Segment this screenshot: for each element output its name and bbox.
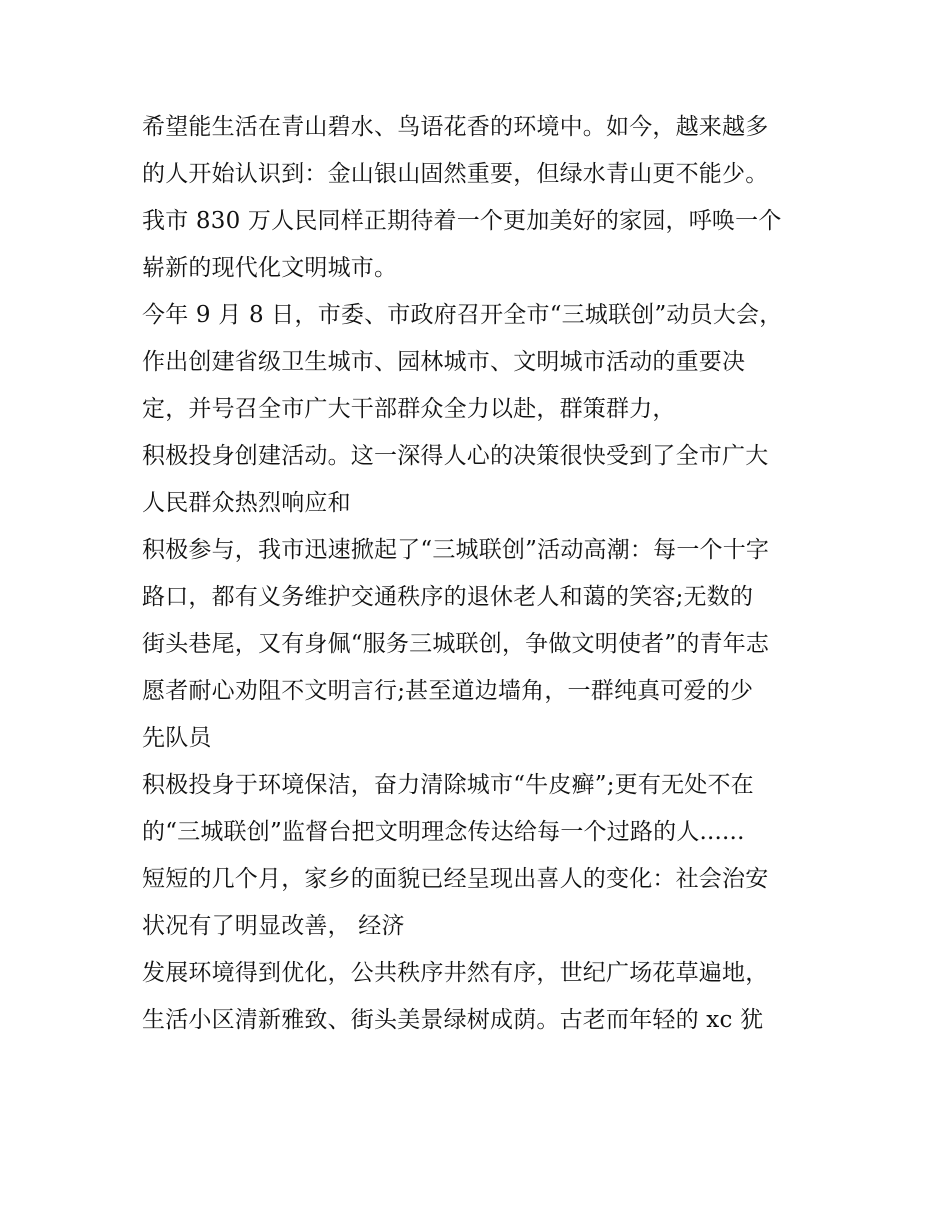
text-line: 发展环境得到优化，公共秩序井然有序，世纪广场花草遍地，: [142, 960, 769, 986]
text-line: 崭新的现代化文明城市。: [142, 255, 398, 281]
text-line: 先队员: [142, 725, 212, 751]
text-line: 街头巷尾，又有身佩“服务三城联创，争做文明使者”的青年志: [142, 631, 770, 657]
text-line: 状况有了明显改善， 经济: [142, 913, 405, 939]
text-line: 今年 9 月 8 日，市委、市政府召开全市“三城联创”动员大会，: [142, 302, 783, 328]
text-line: 的“三城联创”监督台把文明理念传达给每一个过路的人......: [142, 819, 745, 845]
text-line: 愿者耐心劝阻不文明言行;甚至道边墙角，一群纯真可爱的少: [142, 678, 754, 704]
text-line: 积极参与，我市迅速掀起了“三城联创”活动高潮：每一个十字: [142, 537, 770, 563]
body-text: [142, 104, 822, 1044]
text-line: 生活小区清新雅致、街头美景绿树成荫。古老而年轻的 xc 犹: [142, 1007, 764, 1033]
text-line: 积极投身创建活动。这一深得人心的决策很快受到了全市广大: [142, 443, 769, 469]
text-line: 作出创建省级卫生城市、园林城市、文明城市活动的重要决: [142, 349, 746, 375]
text-line: 定，并号召全市广大干部群众全力以赴，群策群力，: [142, 396, 676, 422]
text-line: 我市 830 万人民同样正期待着一个更加美好的家园，呼唤一个: [142, 208, 782, 234]
text-line: 希望能生活在青山碧水、鸟语花香的环境中。如今，越来越多: [142, 114, 769, 140]
text-line: 人民群众热烈响应和: [142, 490, 351, 516]
text-line: 的人开始认识到：金山银山固然重要，但绿水青山更不能少。: [142, 161, 769, 187]
text-line: 短短的几个月，家乡的面貌已经呈现出喜人的变化：社会治安: [142, 866, 769, 892]
text-line: 积极投身于环境保洁，奋力清除城市“牛皮癣”;更有无处不在: [142, 772, 754, 798]
text-line: 路口，都有义务维护交通秩序的退休老人和蔼的笑容;无数的: [142, 584, 754, 610]
